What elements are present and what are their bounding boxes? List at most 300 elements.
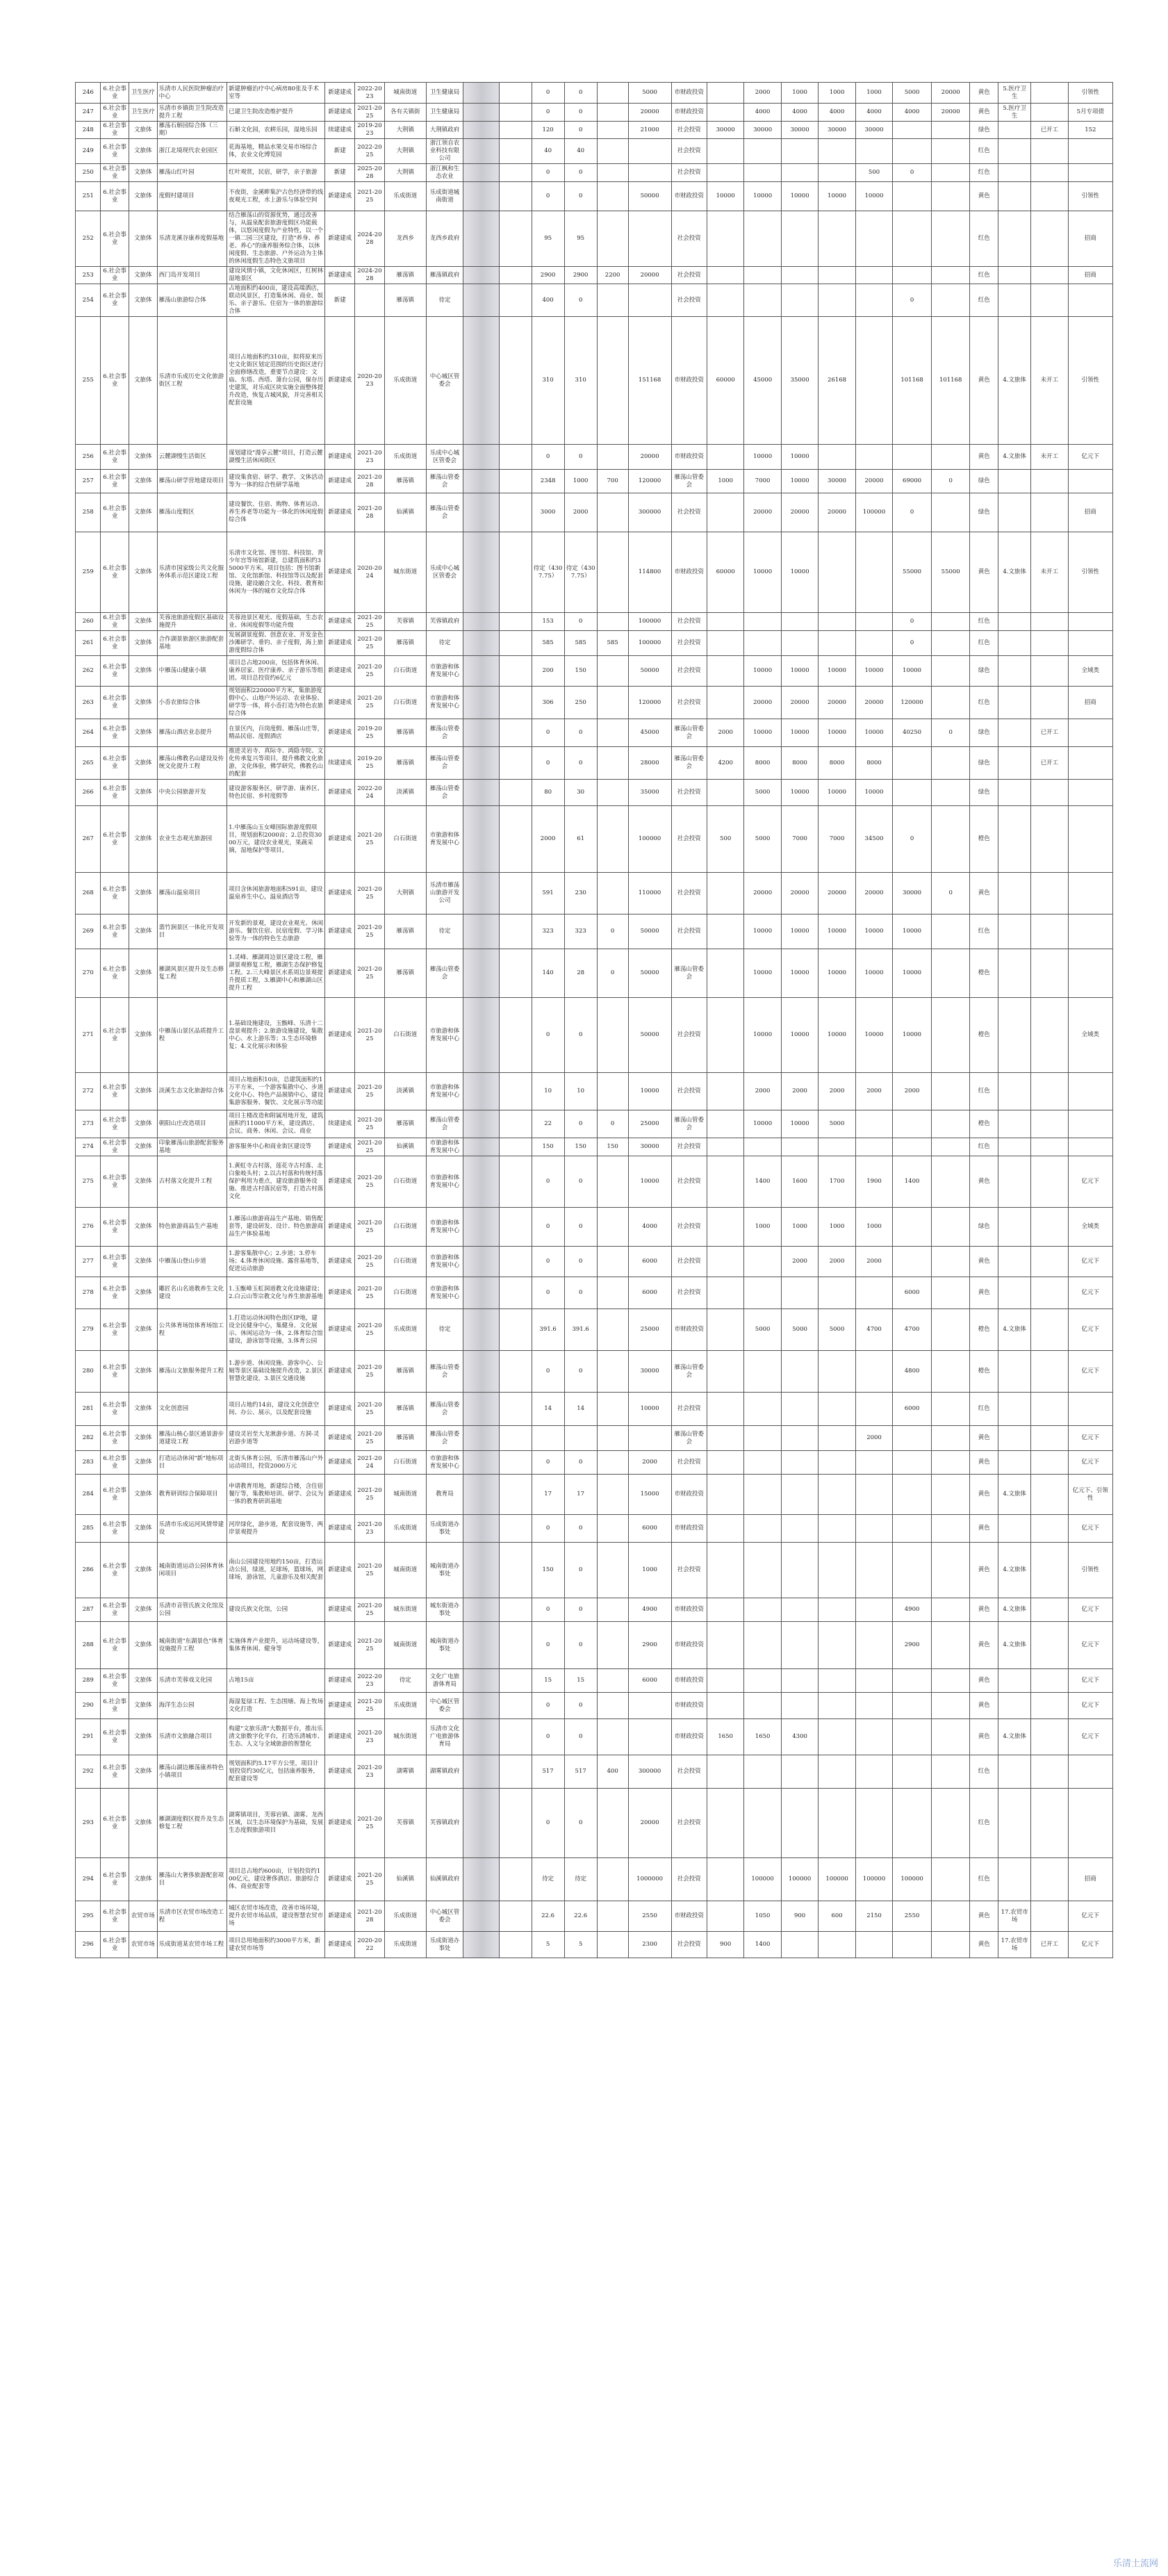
cell-y6: 10000 (893, 998, 932, 1073)
cell-loc: 仙溪镇 (384, 1138, 426, 1156)
cell-y3: 10000 (781, 470, 818, 493)
cell-y7: 0 (931, 873, 970, 914)
cell-sub: 文旅体 (129, 211, 157, 267)
cell-y3: 10000 (781, 182, 818, 211)
cell-rm: 亿元下 (1068, 1247, 1112, 1277)
cell-y7 (931, 1598, 970, 1622)
cell-x1 (499, 139, 532, 164)
cell-sub: 文旅体 (129, 631, 157, 656)
cell-grp (998, 1393, 1031, 1426)
cell-type: 续建建成 (325, 747, 355, 780)
cell-period: 2021-2025 (355, 1789, 385, 1858)
cell-src: 市财政投资 (671, 104, 707, 122)
cell-unit: 雁荡山管委会 (426, 493, 463, 532)
cell-cat: 6.社会事业 (101, 445, 129, 470)
cell-st (1031, 1208, 1068, 1247)
cell-x3: 待定（4307.75） (564, 532, 597, 613)
cell-name: 特色旅游商品生产基地 (157, 1208, 227, 1247)
cell-y7 (931, 914, 970, 949)
cell-y3: 2000 (781, 1247, 818, 1277)
cell-content: 北街头体育公园，乐清市雁荡山户外运动项目，投资2000万元 (227, 1451, 325, 1475)
cell-grp (998, 1858, 1031, 1901)
cell-st (1031, 1622, 1068, 1669)
cell-rm (1068, 139, 1112, 164)
cell-rm: 引领性 (1068, 317, 1112, 445)
cell-y4: 10000 (819, 656, 855, 687)
cell-y2: 10000 (744, 949, 781, 998)
cell-period: 2021-2025 (355, 1247, 385, 1277)
cell-x4 (597, 1451, 628, 1475)
cell-y1: 500 (707, 806, 743, 873)
redacted-cell (463, 1475, 499, 1515)
cell-y3 (781, 211, 818, 267)
cell-type: 新建建成 (325, 719, 355, 747)
cell-grp (998, 470, 1031, 493)
table-row (76, 747, 1113, 780)
cell-grp (998, 719, 1031, 747)
cell-content: 1.游客集散中心；2.步道；3.停车场；4.体育休闲设施、露营基地等，促进运动旅游 (227, 1247, 325, 1277)
cell-grp: 17.农贸市场 (998, 1901, 1031, 1932)
cell-name: 乐清市乡镇街卫生院改造提升工程 (157, 104, 227, 122)
cell-y4: 1000 (819, 1208, 855, 1247)
cell-name: 打造运动休闲"新"地标项目 (157, 1451, 227, 1475)
redacted-cell (463, 949, 499, 998)
cell-color: 黄色 (970, 1901, 998, 1932)
cell-x5: 6000 (628, 1669, 671, 1693)
cell-y3: 10000 (781, 998, 818, 1073)
cell-color: 黄色 (970, 1693, 998, 1719)
table-row (76, 1543, 1113, 1598)
cell-y7 (931, 613, 970, 631)
cell-y2: 2000 (744, 1073, 781, 1110)
cell-content: 项目总占地200亩，包括体育休闲、康养居家、医疗康养、亲子游乐等组团。项目总投资约6亿元 (227, 656, 325, 687)
cell-type: 续建建成 (325, 122, 355, 139)
cell-y5 (855, 1789, 892, 1858)
cell-loc: 乐成街道 (384, 1693, 426, 1719)
cell-cat: 6.社会事业 (101, 164, 129, 182)
cell-unit: 乐成街道办事处 (426, 1515, 463, 1543)
cell-y3: 2000 (781, 1073, 818, 1110)
cell-unit: 雁荡山管委会 (426, 747, 463, 780)
cell-x3: 0 (564, 1719, 597, 1755)
cell-content: 构建"文旅乐清"大数据平台，推出乐清文旅数字化平台，打造乐清城市、生态、人文与全域旅游的智慧化 (227, 1719, 325, 1755)
cell-y3 (781, 284, 818, 317)
cell-sub: 文旅体 (129, 656, 157, 687)
cell-st (1031, 1451, 1068, 1475)
cell-y7 (931, 1351, 970, 1393)
cell-y6: 0 (893, 613, 932, 631)
cell-y4: 20000 (819, 687, 855, 719)
cell-rm: 全域类 (1068, 998, 1112, 1073)
cell-rm (1068, 613, 1112, 631)
cell-y6 (893, 1719, 932, 1755)
cell-x1 (499, 532, 532, 613)
table-row (76, 1622, 1113, 1669)
cell-y6 (893, 780, 932, 806)
cell-x5: 4900 (628, 1598, 671, 1622)
cell-name: 芙蓉池旅游度假区基础设施提升 (157, 613, 227, 631)
cell-unit: 市旅游和体育发展中心 (426, 1208, 463, 1247)
cell-y4 (819, 1451, 855, 1475)
cell-y6: 4700 (893, 1309, 932, 1351)
cell-y4: 100000 (819, 1858, 855, 1901)
cell-no: 290 (76, 1693, 101, 1719)
cell-cat: 6.社会事业 (101, 1475, 129, 1515)
cell-no: 283 (76, 1451, 101, 1475)
cell-x4 (597, 1426, 628, 1451)
cell-x1 (499, 687, 532, 719)
cell-x3: 0 (564, 83, 597, 104)
cell-sub: 文旅体 (129, 1138, 157, 1156)
cell-grp (998, 1247, 1031, 1277)
cell-y5: 10000 (855, 719, 892, 747)
cell-loc: 白石街道 (384, 1247, 426, 1277)
cell-color: 红色 (970, 1138, 998, 1156)
cell-st: 未开工 (1031, 317, 1068, 445)
cell-y1 (707, 1277, 743, 1309)
redacted-cell (463, 211, 499, 267)
cell-st (1031, 687, 1068, 719)
cell-type: 新建建成 (325, 1755, 355, 1789)
cell-y3: 20000 (781, 873, 818, 914)
cell-x5: 100000 (628, 631, 671, 656)
cell-loc: 乐成街道 (384, 317, 426, 445)
cell-y2 (744, 1543, 781, 1598)
cell-y7 (931, 122, 970, 139)
cell-color: 黄色 (970, 1426, 998, 1451)
cell-color: 绿色 (970, 719, 998, 747)
cell-name: 雁荡山文旅服务提升工程 (157, 1351, 227, 1393)
cell-x2: 0 (532, 1515, 564, 1543)
cell-src: 社会投资 (671, 780, 707, 806)
cell-sub: 文旅体 (129, 1451, 157, 1475)
cell-x4 (597, 445, 628, 470)
cell-st (1031, 1543, 1068, 1598)
cell-y2: 10000 (744, 182, 781, 211)
cell-y2: 10000 (744, 719, 781, 747)
cell-loc: 城东街道 (384, 1598, 426, 1622)
cell-no: 277 (76, 1247, 101, 1277)
cell-x1 (499, 1138, 532, 1156)
cell-src: 社会投资 (671, 1393, 707, 1426)
table-row (76, 1475, 1113, 1515)
cell-y1 (707, 1247, 743, 1277)
cell-y5: 10000 (855, 780, 892, 806)
table-row (76, 211, 1113, 267)
cell-y5: 1000 (855, 1208, 892, 1247)
cell-color: 橙色 (970, 1110, 998, 1138)
cell-y4 (819, 1277, 855, 1309)
cell-x1 (499, 1351, 532, 1393)
redacted-cell (463, 656, 499, 687)
cell-no: 269 (76, 914, 101, 949)
cell-y6 (893, 1247, 932, 1277)
cell-y4: 1700 (819, 1156, 855, 1208)
cell-name: 雁荡山度假区 (157, 493, 227, 532)
cell-y6: 100000 (893, 1858, 932, 1901)
cell-sub: 文旅体 (129, 1156, 157, 1208)
cell-st: 已开工 (1031, 747, 1068, 780)
cell-grp (998, 493, 1031, 532)
cell-x3: 0 (564, 445, 597, 470)
cell-content: 项目占地面积10亩，总建筑面积约1万平方米，一个游客集散中心、步道文化中心、特色产品展销中心，建设集游客服务、餐饮、文化展示等功能 (227, 1073, 325, 1110)
redacted-cell (463, 1451, 499, 1475)
cell-src: 社会投资 (671, 873, 707, 914)
cell-st: 未开工 (1031, 532, 1068, 613)
cell-x5: 21000 (628, 122, 671, 139)
cell-y2 (744, 1426, 781, 1451)
cell-x3: 0 (564, 1515, 597, 1543)
cell-y6 (893, 445, 932, 470)
cell-cat: 6.社会事业 (101, 1598, 129, 1622)
cell-loc: 仙溪镇 (384, 493, 426, 532)
cell-x2: 0 (532, 164, 564, 182)
cell-cat: 6.社会事业 (101, 182, 129, 211)
cell-rm (1068, 631, 1112, 656)
cell-x4 (597, 998, 628, 1073)
cell-unit: 卫生健康局 (426, 104, 463, 122)
cell-name: 乐清龙溪谷康养度假基地 (157, 211, 227, 267)
cell-x4 (597, 1858, 628, 1901)
cell-y3 (781, 1138, 818, 1156)
cell-cat: 6.社会事业 (101, 1277, 129, 1309)
cell-period: 2021-2025 (355, 1208, 385, 1247)
cell-src: 市财政投资 (671, 1309, 707, 1351)
cell-src: 市财政投资 (671, 1693, 707, 1719)
cell-x4: 585 (597, 631, 628, 656)
cell-x3: 0 (564, 1622, 597, 1669)
cell-period: 2021-2025 (355, 949, 385, 998)
cell-loc: 各有关镇街 (384, 104, 426, 122)
cell-loc: 仙溪镇 (384, 1858, 426, 1901)
cell-y7 (931, 1309, 970, 1351)
cell-no: 258 (76, 493, 101, 532)
cell-cat: 6.社会事业 (101, 780, 129, 806)
cell-x4 (597, 284, 628, 317)
cell-no: 246 (76, 83, 101, 104)
cell-sub: 文旅体 (129, 1515, 157, 1543)
cell-y3 (781, 1451, 818, 1475)
cell-rm: 亿元下、引领性 (1068, 1475, 1112, 1515)
cell-cat: 6.社会事业 (101, 532, 129, 613)
cell-y6: 6000 (893, 1393, 932, 1426)
cell-y6 (893, 1138, 932, 1156)
cell-x2: 400 (532, 284, 564, 317)
cell-x3: 391.6 (564, 1309, 597, 1351)
cell-period: 2024-2028 (355, 267, 385, 284)
cell-y4: 26168 (819, 317, 855, 445)
cell-rm (1068, 719, 1112, 747)
cell-type: 新建建成 (325, 1543, 355, 1598)
cell-cat: 6.社会事业 (101, 211, 129, 267)
cell-no: 267 (76, 806, 101, 873)
cell-no: 263 (76, 687, 101, 719)
cell-name: 雁荡山红叶园 (157, 164, 227, 182)
cell-color: 绿色 (970, 747, 998, 780)
cell-content: 项目占地约14亩，建设文化创意空间、办公、展示，以及配套设施 (227, 1393, 325, 1426)
cell-grp (998, 267, 1031, 284)
redacted-cell (463, 806, 499, 873)
cell-y6: 2550 (893, 1901, 932, 1932)
cell-color: 黄色 (970, 445, 998, 470)
cell-y2 (744, 1475, 781, 1515)
cell-x3: 585 (564, 631, 597, 656)
cell-grp (998, 1789, 1031, 1858)
cell-src: 市财政投资 (671, 83, 707, 104)
cell-x5 (628, 211, 671, 267)
cell-x4 (597, 613, 628, 631)
cell-color: 绿色 (970, 470, 998, 493)
cell-content: 建设餐饮、住宿、购物、体育运动、养生养老等功能为一体化的休闲度假综合体 (227, 493, 325, 532)
cell-y4 (819, 1475, 855, 1515)
cell-name: 乐清市区农贸市场改造工程 (157, 1901, 227, 1932)
cell-sub: 文旅体 (129, 687, 157, 719)
cell-period: 2021-2025 (355, 1475, 385, 1515)
table-row (76, 493, 1113, 532)
cell-x2: 585 (532, 631, 564, 656)
cell-name: 雁荡山温泉项目 (157, 873, 227, 914)
cell-x5: 25000 (628, 1110, 671, 1138)
cell-rm: 152 (1068, 122, 1112, 139)
cell-y4 (819, 613, 855, 631)
redacted-cell (463, 139, 499, 164)
redacted-cell (463, 182, 499, 211)
table-row (76, 873, 1113, 914)
cell-name: 雁荡山研学营地建设项目 (157, 470, 227, 493)
cell-content: 申请教育用地，新建综合楼，含住宿餐厅等，集教师培训、研学、会议为一体的教育研训基地 (227, 1475, 325, 1515)
cell-y3 (781, 164, 818, 182)
cell-name: 乐清市文旅融合项目 (157, 1719, 227, 1755)
cell-type: 新建建成 (325, 1451, 355, 1475)
cell-grp: 4.文旅体 (998, 1719, 1031, 1755)
cell-y2: 10000 (744, 998, 781, 1073)
cell-x2: 22.6 (532, 1901, 564, 1932)
cell-st (1031, 1755, 1068, 1789)
cell-sub: 文旅体 (129, 949, 157, 998)
cell-x2: 10 (532, 1073, 564, 1110)
cell-unit: 待定 (426, 284, 463, 317)
cell-unit: 市旅游和体育发展中心 (426, 806, 463, 873)
cell-name: 文化创意园 (157, 1393, 227, 1426)
cell-y4 (819, 1669, 855, 1693)
cell-y7 (931, 1789, 970, 1858)
cell-grp: 4.文旅体 (998, 1598, 1031, 1622)
cell-grp (998, 687, 1031, 719)
table-row (76, 1309, 1113, 1351)
cell-y6: 0 (893, 164, 932, 182)
cell-content: 1.玉甑峰玉虹洞道教文化设施建设；2.白云山等宗教文化与养生旅游基地 (227, 1277, 325, 1309)
cell-x2: 0 (532, 747, 564, 780)
cell-x4 (597, 1669, 628, 1693)
cell-loc: 乐成街道 (384, 1309, 426, 1351)
cell-content: 建设氏族文化馆，公园 (227, 1598, 325, 1622)
cell-grp: 4.文旅体 (998, 1543, 1031, 1598)
cell-no: 257 (76, 470, 101, 493)
cell-y1 (707, 445, 743, 470)
cell-y6 (893, 182, 932, 211)
cell-y3: 10000 (781, 780, 818, 806)
cell-content: 1.黄虹寺古村落，莲花寺古村落、北白象岐头村；2.以古村落和传统村落保护利用为重点，建设旅游服务设施、推进古村落民宿等，打造古村落文化 (227, 1156, 325, 1208)
cell-y4: 7000 (819, 806, 855, 873)
cell-unit: 教育局 (426, 1475, 463, 1515)
cell-y5: 500 (855, 164, 892, 182)
cell-x1 (499, 914, 532, 949)
redacted-cell (463, 493, 499, 532)
cell-color: 绿色 (970, 1208, 998, 1247)
cell-y5: 100000 (855, 1858, 892, 1901)
cell-no: 274 (76, 1138, 101, 1156)
cell-x5: 100000 (628, 806, 671, 873)
cell-type: 新建建成 (325, 211, 355, 267)
cell-color: 黄色 (970, 873, 998, 914)
table-row (76, 1451, 1113, 1475)
cell-period: 2021-2025 (355, 1073, 385, 1110)
table-row (76, 1247, 1113, 1277)
cell-x4 (597, 122, 628, 139)
cell-x4: 0 (597, 949, 628, 998)
cell-content: 开发新的景观，建设农业观光、休闲游乐、餐饮住宿、民宿度假、学习体验等为一体的特色生态旅游 (227, 914, 325, 949)
cell-content: 规划面积约5.17平方公里，项目计划投资约30亿元，包括康养服务，配套建设等 (227, 1755, 325, 1789)
cell-y1 (707, 1669, 743, 1693)
cell-y3: 10000 (781, 445, 818, 470)
table-row (76, 719, 1113, 747)
cell-cat: 6.社会事业 (101, 122, 129, 139)
cell-y7 (931, 780, 970, 806)
cell-x1 (499, 613, 532, 631)
redacted-cell (463, 1693, 499, 1719)
cell-period: 2019-2025 (355, 747, 385, 780)
cell-grp: 4.文旅体 (998, 317, 1031, 445)
cell-grp (998, 747, 1031, 780)
cell-src: 社会投资 (671, 613, 707, 631)
cell-loc: 白石街道 (384, 687, 426, 719)
cell-x3: 0 (564, 1247, 597, 1277)
cell-x2: 120 (532, 122, 564, 139)
cell-y5: 20000 (855, 873, 892, 914)
cell-x4 (597, 493, 628, 532)
cell-x5: 2000 (628, 1451, 671, 1475)
cell-name: 中雁荡山景区品质提升工程 (157, 998, 227, 1073)
cell-content: 项目总用地面积约3000平方米，新建农贸市场等 (227, 1932, 325, 1958)
table-row (76, 656, 1113, 687)
cell-loc: 白石街道 (384, 806, 426, 873)
cell-loc: 淡溪镇 (384, 1073, 426, 1110)
cell-y6 (893, 1475, 932, 1515)
cell-x2: 140 (532, 949, 564, 998)
cell-unit: 中心城区管委会 (426, 1901, 463, 1932)
cell-y2: 20000 (744, 687, 781, 719)
cell-unit: 乐清市文化广电旅游体育局 (426, 1719, 463, 1755)
cell-y2 (744, 267, 781, 284)
cell-st (1031, 806, 1068, 873)
cell-sub: 农贸市场 (129, 1901, 157, 1932)
cell-x4 (597, 1622, 628, 1669)
cell-y2: 8000 (744, 747, 781, 780)
cell-name: 乐清市乐成运河风情带建设 (157, 1515, 227, 1543)
cell-y2 (744, 1515, 781, 1543)
cell-y7 (931, 631, 970, 656)
cell-st (1031, 998, 1068, 1073)
cell-cat: 6.社会事业 (101, 470, 129, 493)
cell-y4 (819, 139, 855, 164)
cell-color: 黄色 (970, 1277, 998, 1309)
cell-rm: 亿元下 (1068, 1515, 1112, 1543)
cell-x2: 0 (532, 1277, 564, 1309)
cell-name: 农业生态观光旅游园 (157, 806, 227, 873)
cell-no: 268 (76, 873, 101, 914)
cell-loc: 白石街道 (384, 1277, 426, 1309)
redacted-cell (463, 1598, 499, 1622)
